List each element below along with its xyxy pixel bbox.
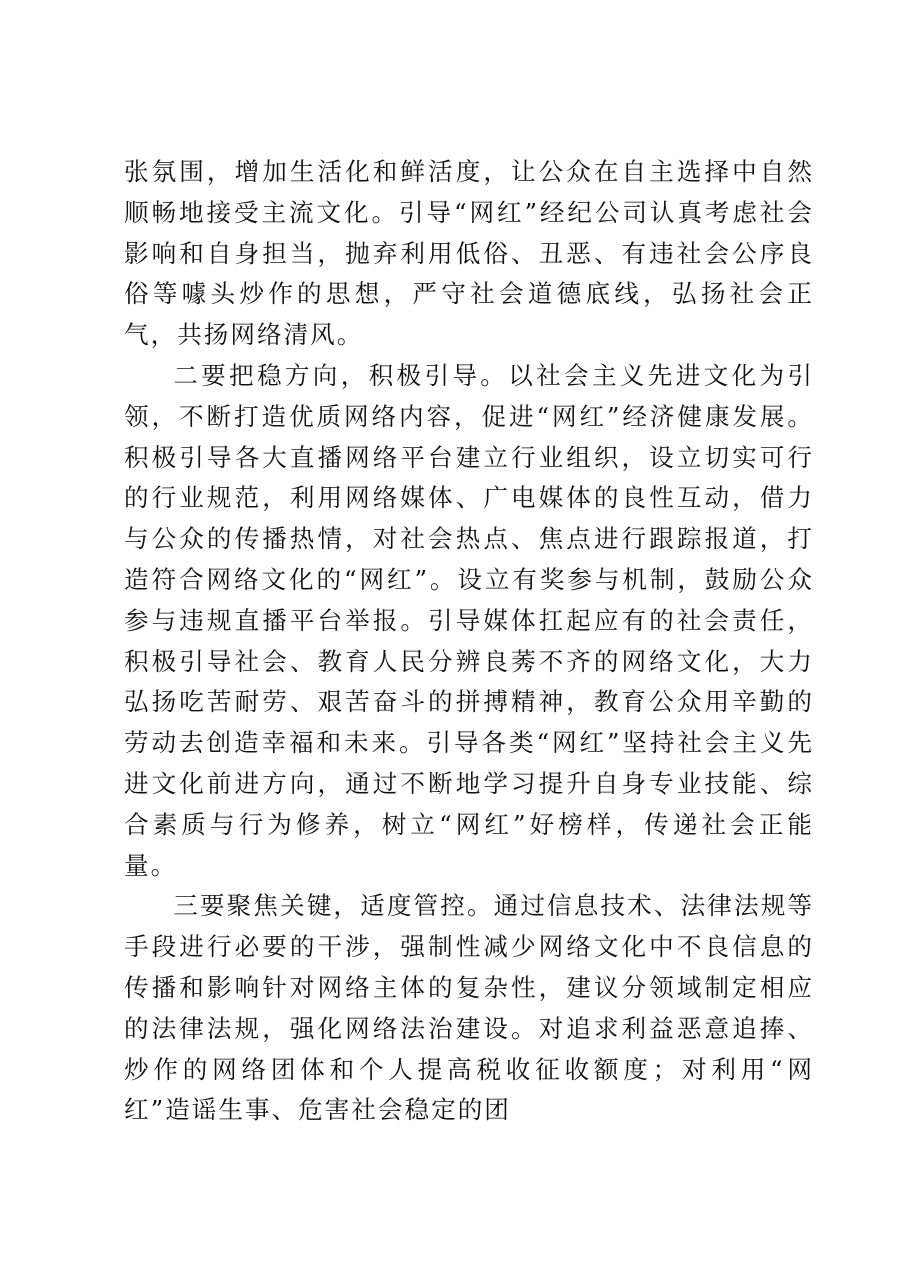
- paragraph-three-control: 三要聚焦关键，适度管控。通过信息技术、法律法规等手段进行必要的干涉，强制性减少网络文化中不良信息的传播和影响针对网络主体的复杂性，建议分领域制定相应的法律法规，强化网络法治建设。对追求利益恶意追捧、炒作的网络团体和个人提高税收征收额度；对利用“网红”造谣生事、危害社会稳定的团: [124, 891, 814, 1125]
- document-body: [124, 152, 814, 1131]
- paragraph-continuation: 张氛围，增加生活化和鲜活度，让公众在自主选择中自然顺畅地接受主流文化。引导“网红”经纪公司认真考虑社会影响和自身担当，抛弃利用低俗、丑恶、有违社会公序良俗等噱头炒作的思想，严守社会道德底线，弘扬社会正气，共扬网络清风。: [124, 157, 814, 350]
- paragraph-two-guidance: 二要把稳方向，积极引导。以社会主义先进文化为引领，不断打造优质网络内容，促进“网红”经济健康发展。积极引导各大直播网络平台建立行业组织，设立切实可行的行业规范，利用网络媒体、广电媒体的良性互动，借力与公众的传播热情，对社会热点、焦点进行跟踪报道，打造符合网络文化的“网红”。设立有奖参与机制，鼓励公众参与违规直播平台举报。引导媒体扛起应有的社会责任，积极引导社会、教育人民分辨良莠不齐的网络文化，大力弘扬吃苦耐劳、艰苦奋斗的拼搏精神，教育公众用辛勤的劳动去创造幸福和未来。引导各类“网红”坚持社会主义先进文化前进方向，通过不断地学习提升自身专业技能、综合素质与行为修养，树立“网红”好榜样，传递社会正能量。: [124, 360, 814, 880]
